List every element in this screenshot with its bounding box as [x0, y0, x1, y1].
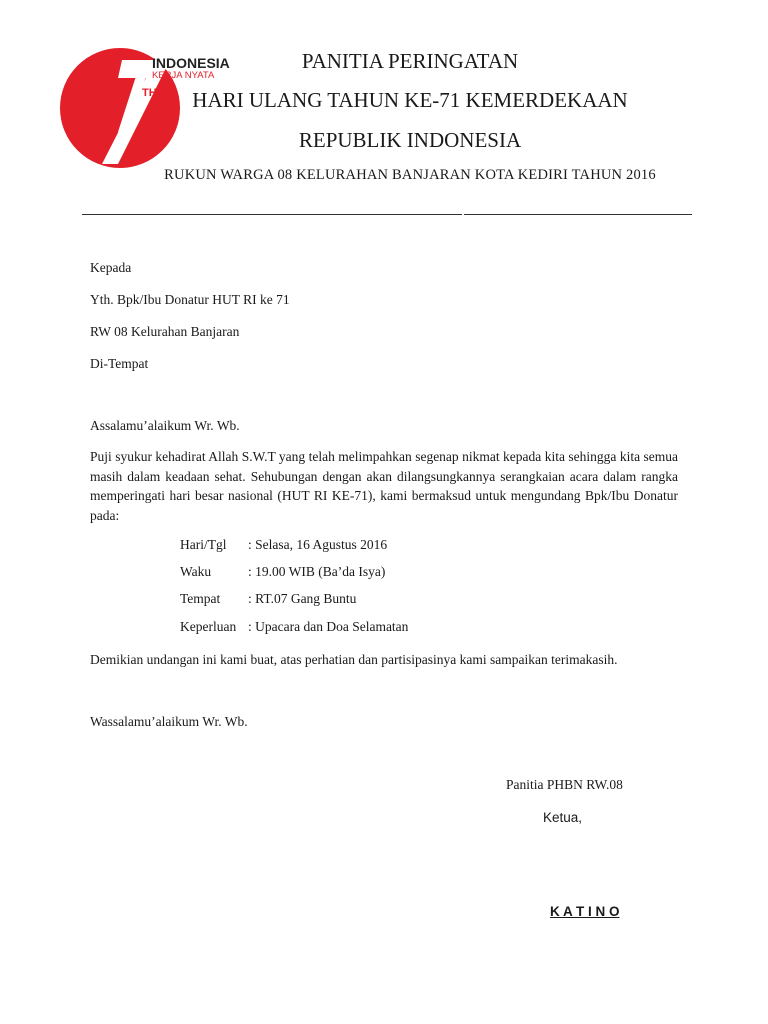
signature-name: K A T I N O — [550, 904, 620, 919]
header-subline: RUKUN WARGA 08 KELURAHAN BANJARAN KOTA KEDIRI TAHUN 2016 — [164, 167, 656, 183]
logo-tagline: KERJA NYATA — [152, 70, 215, 81]
address-yth: Yth. Bpk/Ibu Donatur HUT RI ke 71 — [90, 292, 290, 307]
detail-value: : Upacara dan Doa Selamatan — [248, 619, 409, 634]
body-paragraph: Puji syukur kehadirat Allah S.W.T yang telah melimpahkan segenap nikmat kepada kita sehingga kita semua masih dalam keadaan sehat. Sehubungan dengan akan dilangsungkannya serangkaian acara dalam rangka memperingati hari besar nasional (HUT RI KE-71), kami bermaksud untuk mengundang Bpk/Ibu Donatur pada: — [90, 449, 678, 523]
detail-value: : Selasa, 16 Agustus 2016 — [248, 537, 388, 552]
detail-row — [180, 619, 408, 635]
logo-brand: INDONESIA — [152, 55, 230, 71]
detail-value: : RT.07 Gang Buntu — [248, 591, 357, 606]
header-line-3: REPUBLIK INDONESIA — [298, 128, 522, 152]
header-line-1: PANITIA PERINGATAN — [301, 49, 519, 73]
detail-label: Tempat — [180, 591, 221, 606]
detail-row — [180, 537, 387, 553]
farewell: Wassalamu’alaikum Wr. Wb. — [90, 714, 248, 729]
header-line-2: HARI ULANG TAHUN KE-71 KEMERDEKAAN — [192, 88, 628, 112]
greeting: Assalamu’alaikum Wr. Wb. — [90, 418, 240, 433]
address-tempat: Di-Tempat — [90, 356, 149, 371]
detail-row — [180, 564, 385, 580]
address-kepada: Kepada — [90, 260, 132, 275]
detail-label: Hari/Tgl — [180, 537, 227, 552]
signature-role: Ketua, — [543, 810, 583, 825]
detail-value: : 19.00 WIB (Ba’da Isya) — [248, 564, 386, 579]
header-divider-right — [464, 214, 692, 215]
detail-row — [180, 591, 356, 607]
signature-committee: Panitia PHBN RW.08 — [506, 777, 623, 792]
address-rw: RW 08 Kelurahan Banjaran — [90, 324, 240, 339]
logo-suffix: TH — [142, 87, 157, 99]
header-divider-left — [82, 214, 462, 215]
closing-text: Demikian undangan ini kami buat, atas perhatian dan partisipasinya kami sampaikan terimakasih. — [90, 652, 618, 667]
detail-label: Keperluan — [180, 619, 237, 634]
detail-label: Waku — [180, 564, 212, 579]
